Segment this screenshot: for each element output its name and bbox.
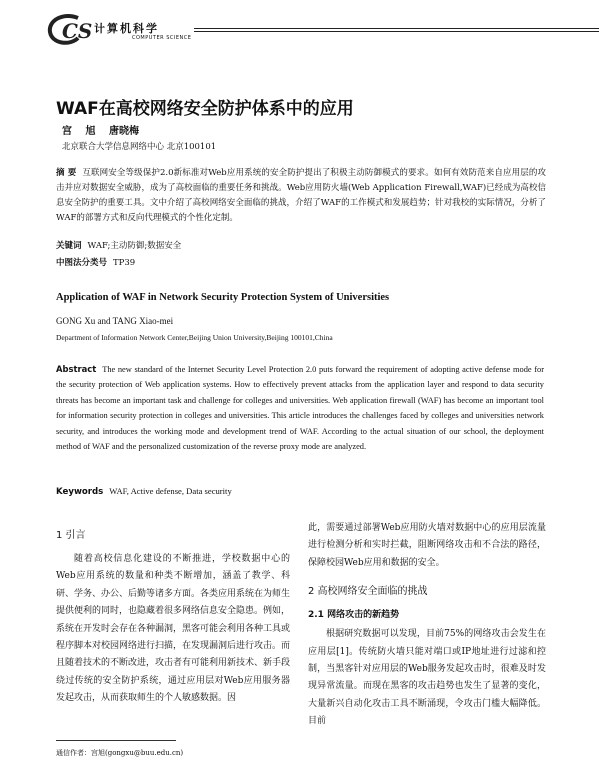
abstract-en-text: The new standard of the Internet Security Level Protection 2.0 puts forward the requirement of adopting active defense mode for the security protection of Web application systems. How to effectively prevent attacks from the application layer and respond to data security threats has become an important task and challenge for colleges and universities. Web application firewall (WAF) has become an important tool for information security protection in colleges and universities. This article introduces the challenges faced by colleges and universities network security, and introduces the working mode and development trend of WAF. According to the actual situation of our school, the deployment method of WAF and the personalized customization of the reverse proxy mode are analyzed.	[56, 365, 544, 452]
section-1-heading: 1 引言	[56, 530, 86, 541]
journal-name-cn: 计算机科学	[94, 22, 159, 35]
keywords-en-text: WAF, Active defense, Data security	[109, 486, 232, 496]
section-2-1-heading: 2.1 网络攻击的新趋势	[308, 610, 400, 621]
paper-title-en: Application of WAF in Network Security Protection System of Universities	[56, 292, 390, 303]
section-2-heading: 2 高校网络安全面临的挑战	[308, 586, 428, 598]
affiliation-cn: 北京联合大学信息网络中心 北京100101	[62, 142, 217, 152]
logo-letters: CS	[62, 19, 93, 43]
keywords-cn-text: WAF;主动防御;数据安全	[87, 241, 182, 251]
keywords-en-label: Keywords	[56, 487, 104, 497]
keywords-en	[56, 486, 232, 497]
body-column-left	[56, 520, 290, 708]
header-rule-thin	[194, 31, 599, 32]
footnote-rule	[56, 740, 176, 741]
abstract-cn-label: 摘 要	[56, 168, 77, 178]
journal-header	[44, 12, 564, 52]
header-rule	[194, 28, 599, 29]
journal-logo	[44, 12, 96, 48]
abstract-en-label: Abstract	[56, 364, 97, 374]
abstract-en	[56, 362, 544, 454]
body-column-right	[308, 520, 546, 731]
section-1-paragraph: 随着高校信息化建设的不断推进，学校数据中心的Web应用系统的数量和种类不断增加，涵盖了教学、科研、学务、办公、后勤等诸多方面。各类应用系统在为师生提供便利的同时，也隐藏着很多网络信息安全隐患。例如，系统在开发时会存在各种漏洞，黑客可能会利用各种工具或程序脚本对校园网络进行扫描，在发现漏洞后进行攻击。而且随着技术的不断改进，攻击者有可能利用新技术、新手段绕过传统的安全防护系统，通过应用层对Web应用服务器发起攻击，从而获取师生的个人敏感数据。因	[56, 554, 291, 704]
clc-number	[56, 256, 135, 268]
keywords-cn-label: 关键词	[56, 241, 82, 251]
journal-name-en: COMPUTER SCIENCE	[132, 35, 192, 41]
paper-title-cn: WAF在高校网络安全防护体系中的应用	[56, 99, 354, 119]
authors-en: GONG Xu and TANG Xiao-mei	[56, 316, 174, 326]
authors-cn: 宫 旭 唐晓梅	[62, 126, 139, 137]
clc-text: TP39	[113, 258, 136, 268]
footnote: 通信作者：宫旭(gongxu@buu.edu.cn)	[56, 749, 184, 757]
keywords-cn	[56, 239, 181, 251]
affiliation-en: Department of Information Network Center,Beijing Union University,Beijing 100101,China	[56, 333, 333, 342]
section-2-1-paragraph: 根据研究数据可以发现，目前75%的网络攻击会发生在应用层[1]。传统防火墙只能对端口或IP地址进行过滤和控制，当黑客针对应用层的Web服务发起攻击时，很难及时发现异常流量。而现在黑客的攻击趋势也发生了显著的变化，大量新兴自动化攻击工具不断涌现，令攻击门槛大幅降低。目前	[308, 629, 546, 727]
abstract-cn-text: 互联网安全等级保护2.0新标准对Web应用系统的安全防护提出了积极主动防御模式的要求。如何有效防范来自应用层的攻击并应对数据安全威胁，成为了高校面临的重要任务和挑战。Web应用防火墙(Web Application Firewall,WAF)已经成为高校信息安全防护的重要工具。文中介绍了高校网络安全面临的挑战，介绍了WAF的工作模式和发展趋势；针对我校的实际情况，分析了WAF的部署方式和反向代理模式的个性化定制。	[56, 168, 546, 223]
abstract-cn	[56, 166, 546, 226]
clc-label: 中图法分类号	[56, 258, 108, 268]
section-1-continued: 此，需要通过部署Web应用防火墙对数据中心的应用层流量进行检测分析和实时拦截，阻断网络攻击和不合法的路径，保障校园Web应用和数据的安全。	[308, 523, 546, 568]
